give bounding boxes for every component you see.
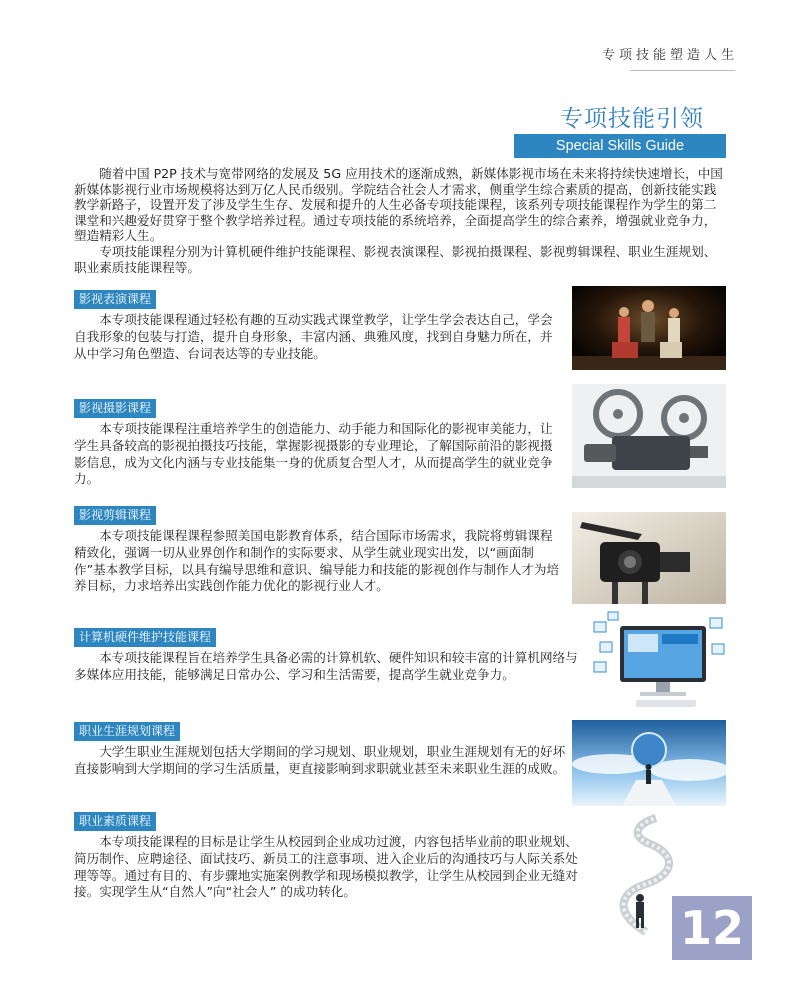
section-label: 影视摄影课程 xyxy=(74,399,156,418)
section-label: 影视表演课程 xyxy=(74,290,156,309)
section-computer xyxy=(74,626,584,684)
projector-photo xyxy=(572,384,726,488)
career-photo xyxy=(572,720,726,806)
section-label: 计算机硬件维护技能课程 xyxy=(74,628,216,647)
film-camera-photo xyxy=(572,512,726,604)
section-label: 影视剪辑课程 xyxy=(74,506,156,525)
section-text: 大学生职业生涯规划包括大学期间的学习规划、职业规划，职业生涯规划有无的好坏直接影响到大学期间的学习生活质量，更直接影响到求职就业甚至未来职业生涯的成败。 xyxy=(74,744,566,776)
section-text: 本专项技能课程注重培养学生的创造能力、动手能力和国际化的影视审美能力，让学生具备较高的影视拍摄技巧技能，掌握影视摄影的专业理论，了解国际前沿的影视摄影信息，成为文化内涵与专业技能集一身的优质复合型人才，从而提高学生的就业竞争力。 xyxy=(74,421,553,487)
section-text: 本专项技能课程旨在培养学生具备必需的计算机软、硬件知识和较丰富的计算机网络与多媒体应用技能，能够满足日常办公、学习和生活需要，提高学生就业竞争力。 xyxy=(74,650,578,682)
section-text: 本专项技能课程的目标是让学生从校园到企业成功过渡，内容包括毕业前的职业规划、简历制作、应聘途径、面试技巧、新员工的注意事项、进入企业后的沟通技巧与人际关系处理等等。通过有目的、有步骤地实施案例教学和现场模拟教学，让学生从校园到企业无缝对接。实现学生从“自然人”向“社会人” 的成功转化。 xyxy=(74,834,578,900)
intro-paragraph-1: 随着中国 P2P 技术与宽带网络的发展及 5G 应用技术的逐渐成熟，新媒体影视市场在未来将持续快速增长，中国新媒体影视行业市场规模将达到万亿人民币级别。学院结合社会人才需求，侧重学生综合素质的提高，创新技能实践教学新路子，设置开发了涉及学生生存、发展和提升的人生必备专项技能课程，该系列专项技能课程作为学生的第二课堂和兴趣爱好贯穿于整个教学培养过程。通过专项技能的系统培养，全面提高学生的综合素养，增强就业竞争力，塑造精彩人生。 xyxy=(74,166,723,244)
intro-paragraph-2: 专项技能课程分别为计算机硬件维护技能课程、影视表演课程、影视拍摄课程、影视剪辑课程、职业生涯规划、职业素质技能课程等。 xyxy=(74,243,717,275)
section-text: 本专项技能课程课程参照美国电影教育体系，结合国际市场需求，我院将剪辑课程精致化，强调一切从业界创作和制作的实际要求、从学生就业现实出发，以“画面制作”基本教学目标，以具有编导思维和意识、编导能力和技能的影视创作与制作人才为培养目标，力求培养出实践创作能力优化的影视行业人才。 xyxy=(74,528,560,594)
header-rule xyxy=(630,70,735,71)
subtitle-bar: Special Skills Guide xyxy=(514,134,726,158)
intro-text xyxy=(74,166,726,275)
section-camera xyxy=(74,397,562,488)
computer-illustration xyxy=(590,608,726,712)
acting-photo xyxy=(572,286,726,370)
section-editing xyxy=(74,504,562,595)
section-text: 本专项技能课程通过轻松有趣的互动实践式课堂教学，让学生学会表达自己，学会自我形象的包装与打造，提升自身形象，丰富内涵、典雅风度，找到自身魅力所在，并从中学习角色塑造、台词表达等的专业技能。 xyxy=(74,312,553,361)
section-acting xyxy=(74,288,562,362)
header-tagline: 专项技能塑造人生 xyxy=(601,48,738,63)
section-quality xyxy=(74,810,582,901)
section-label: 职业生涯规划课程 xyxy=(74,722,180,741)
section-label: 职业素质课程 xyxy=(74,812,156,831)
section-career xyxy=(74,720,574,778)
page-number: 12 xyxy=(672,896,752,960)
page-title: 专项技能引领 xyxy=(560,106,704,132)
